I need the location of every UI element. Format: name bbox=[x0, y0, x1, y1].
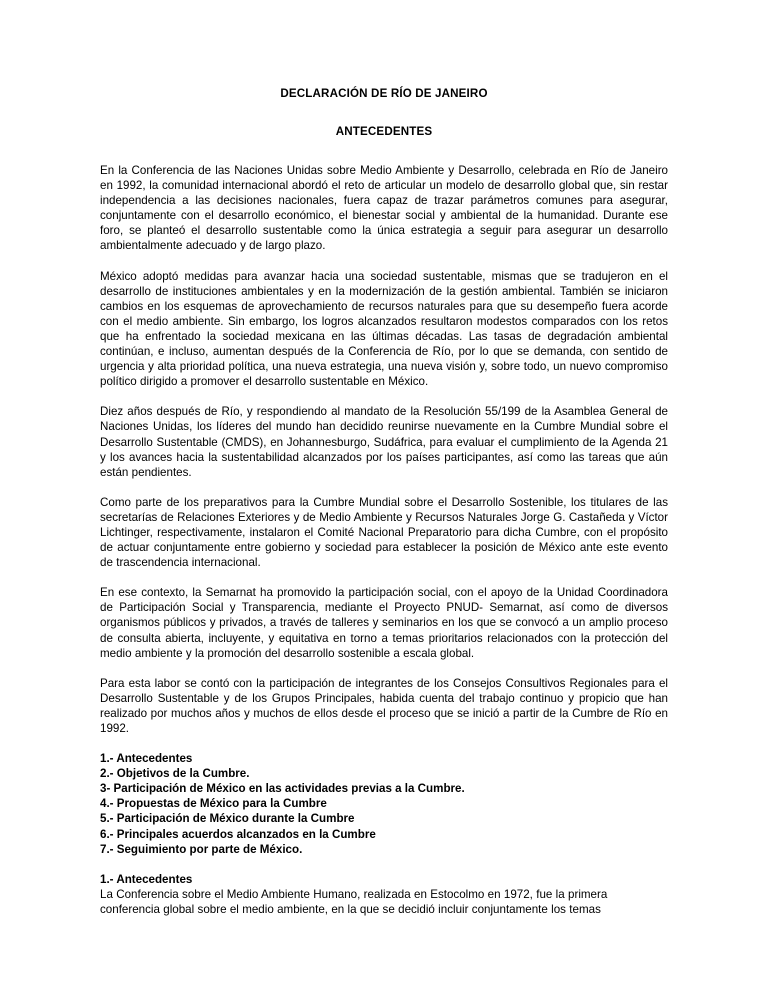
list-item: 6.- Principales acuerdos alcanzados en la Cumbre bbox=[100, 827, 376, 841]
title-spacer bbox=[100, 101, 668, 124]
list-item: 2.- Objetivos de la Cumbre. bbox=[100, 767, 250, 781]
paragraph-2: México adoptó medidas para avanzar hacia una sociedad sustentable, mismas que se tradujeron en el desarrollo de instituciones ambientales y en la modernización de la gestión ambiental. También se iniciaron cambios en los esquemas de aprovechamiento de recursos naturales para que su desempeño fuera acorde con el medio ambiente. Sin embargo, los logros alcanzados resultaron modestos comparados con los retos que ha enfrentado la sociedad mexicana en las últimas décadas. Las tasas de degradación ambiental continúan, e incluso, aumentan después de la Conferencia de Río, por lo que se demanda, con sentido de urgencia y alta prioridad política, una nueva estrategia, una nueva visión y, sobre todo, un nuevo compromiso político dirigido a promover el desarrollo sustentable en México. bbox=[100, 269, 668, 389]
list-item: 4.- Propuestas de México para la Cumbre bbox=[100, 797, 327, 811]
paragraph-6: Para esta labor se contó con la participación de integrantes de los Consejos Consultivos Regionales para el Desarrollo Sustentable y de los Grupos Principales, habida cuenta del trabajo continuo y propicio que han realizado por muchos años y muchos de ellos desde el proceso que se inició a partir de la Cumbre de Río en 1992. bbox=[100, 676, 668, 735]
subtitle-spacer bbox=[100, 139, 668, 163]
section-paragraph-antecedentes: La Conferencia sobre el Medio Ambiente Humano, realizada en Estocolmo en 1972, fue la primera conferencia global sobre el medio ambiente, en la que se decidió incluir conjuntamente los temas bbox=[100, 887, 608, 916]
document-body bbox=[100, 86, 668, 917]
paragraph-3: Diez años después de Río, y respondiendo al mandato de la Resolución 55/199 de la Asamblea General de Naciones Unidas, los líderes del mundo han decidido reunirse nuevamente en la Cumbre Mundial sobre el Desarrollo Sustentable (CMDS), en Johannesburgo, Sudáfrica, para evaluar el cumplimiento de la Agenda 21 y los avances hacia la sustentabilidad alcanzados por los países participantes, así como las tareas que aún están pendientes. bbox=[100, 405, 668, 479]
paragraph-4: Como parte de los preparativos para la Cumbre Mundial sobre el Desarrollo Sostenible, los titulares de las secretarías de Relaciones Exteriores y de Medio Ambiente y Recursos Naturales Jorge G. Castañeda y Víctor Lichtinger, respectivamente, instalaron el Comité Nacional Preparatorio para dicha Cumbre, con el propósito de actuar conjuntamente entre gobierno y sociedad para establecer la posición de México ante este evento de trascendencia internacional. bbox=[100, 495, 668, 570]
paragraph-1: En la Conferencia de las Naciones Unidas sobre Medio Ambiente y Desarrollo, celebrada en Río de Janeiro en 1992, la comunidad internacional abordó el reto de articular un modelo de desarrollo global que, sin restar independencia a las decisiones nacionales, fuera capaz de trazar parámetros comunes para asegurar, conjuntamente con el desarrollo económico, el bienestar social y ambiental de la humanidad. Durante ese foro, se planteó el desarrollo sustentable como la única estrategia a seguir para asegurar un desarrollo ambientalmente adecuado y de largo plazo. bbox=[100, 164, 668, 253]
section-heading-antecedentes: 1.- Antecedentes bbox=[100, 872, 193, 886]
document-subtitle: ANTECEDENTES bbox=[335, 125, 433, 138]
list-item: 1.- Antecedentes bbox=[100, 752, 193, 766]
contents-list bbox=[100, 751, 668, 857]
list-item: 3- Participación de México en las actividades previas a la Cumbre. bbox=[100, 782, 465, 796]
list-item: 5.- Participación de México durante la Cumbre bbox=[100, 812, 355, 826]
paragraph-5: En ese contexto, la Semarnat ha promovido la participación social, con el apoyo de la Unidad Coordinadora de Participación Social y Transparencia, mediante el Proyecto PNUD- Semarnat, así como de diversos organismos públicos y privados, a través de talleres y seminarios en los que se convocó a un amplio proceso de consulta abierta, incluyente, y equitativa en torno a temas prioritarios relacionados con la protección del medio ambiente y la promoción del desarrollo sostenible a escala global. bbox=[100, 586, 668, 660]
list-item: 7.- Seguimiento por parte de México. bbox=[100, 842, 303, 856]
document-title: DECLARACIÓN DE RÍO DE JANEIRO bbox=[280, 87, 488, 100]
